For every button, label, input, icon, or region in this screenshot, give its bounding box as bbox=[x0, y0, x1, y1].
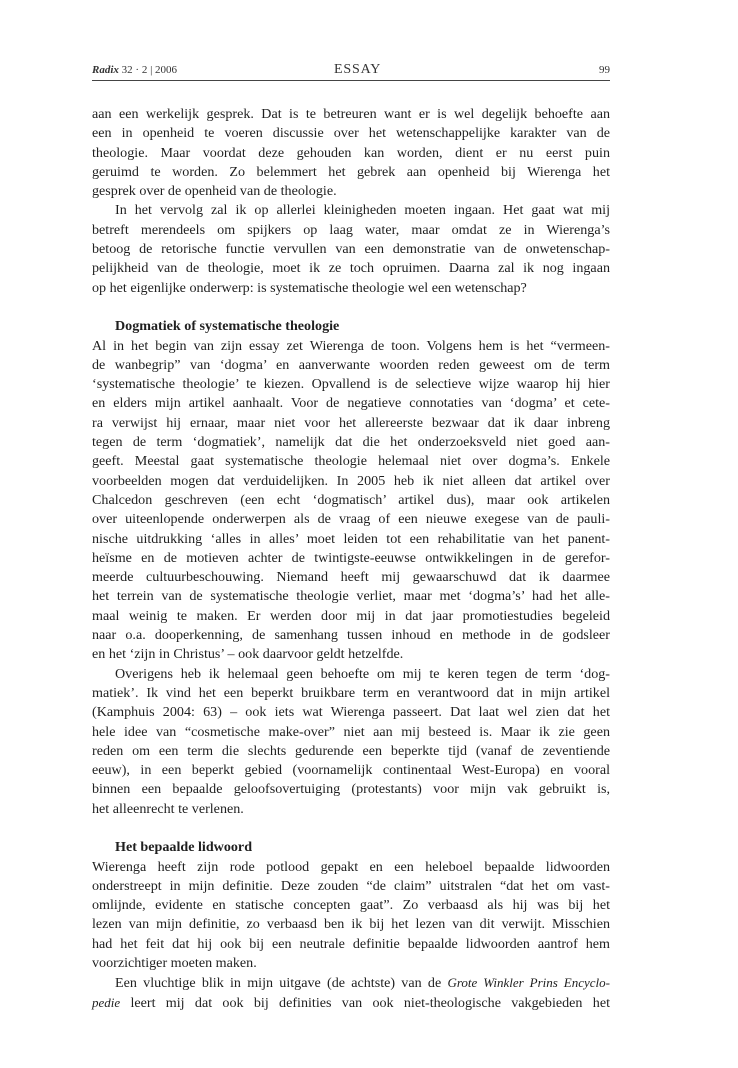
text-line: matiek’. Ik vind het een beperkt bruikbare term en verantwoord dat in mijn artikel bbox=[92, 684, 610, 701]
text-line: heïsme en de motieven achter de twintigste-eeuwse ontwikkelingen in de gerefor- bbox=[92, 549, 610, 566]
text-line: maal weinig te maken. Er werden door mij in dat jaar promotiestudies begeleid bbox=[92, 607, 610, 624]
text-line: binnen een bepaalde geloofsovertuiging (protestants) voor mijn vak gebruikt is, bbox=[92, 781, 610, 798]
text-line: omlijnde, evidente en statische concepten gaat”. Zo verbaasd als hij was bij het bbox=[92, 897, 610, 914]
text-line: betoog de retorische functie vervullen van een demonstratie van de onwetenschap- bbox=[92, 241, 610, 258]
paragraph-gap bbox=[92, 298, 610, 317]
issue-info: 32 · 2 | 2006 bbox=[121, 64, 178, 76]
text-line: reden om een term die slechts gedurende een beperkte tijd (vanaf de zeventiende bbox=[92, 742, 610, 759]
header-rule bbox=[92, 80, 610, 81]
text-line: betreft merendeels om spijkers op laag water, maar omdat ze in Wierenga’s bbox=[92, 221, 610, 238]
running-header bbox=[92, 62, 610, 80]
paragraph-first-line: In het vervolg zal ik op allerlei kleinigheden moeten ingaan. Het gaat wat mij bbox=[115, 202, 610, 219]
section-heading: Dogmatiek of systematische theologie bbox=[115, 318, 340, 335]
book-title: Grote Winkler Prins Encyclo- bbox=[447, 975, 610, 991]
text-line: voorbeelden mogen dat verduidelijken. In 2005 heb ik niet alleen dat artikel over bbox=[92, 472, 610, 489]
text-line: geruimd te worden. Zo belemmert het gebrek aan openheid bij Wierenga het bbox=[92, 163, 610, 180]
text-line: ‘systematische theologie’ te kiezen. Opvallend is de selectieve wijze waarop hij hier bbox=[92, 376, 610, 393]
text-line: naar o.a. dooperkenning, de samenhang tussen inhoud en methode in de godsleer bbox=[92, 627, 610, 644]
text-line: theologie. Maar voordat deze gehouden kan worden, dient er nu eerst puin bbox=[92, 144, 610, 161]
text-line: een in openheid te voeren discussie over het wetenschappelijke karakter van de bbox=[92, 125, 610, 142]
text-line: pelijkheid van de theologie, moet ik ze toch opruimen. Daarna zal ik nog ingaan bbox=[92, 260, 610, 277]
text-line: voorzichtiger moeten maken. bbox=[92, 955, 257, 972]
journal-name: Radix bbox=[92, 64, 119, 76]
text-line: aan een werkelijk gesprek. Dat is te betreuren want er is wel degelijk behoefte aan bbox=[92, 106, 610, 122]
paragraph-first-line: Overigens heb ik helemaal geen behoefte om mij te keren tegen de term ‘dog- bbox=[115, 665, 610, 682]
text-line bbox=[92, 973, 610, 992]
text-line: Al in het begin van zijn essay zet Wierenga de toon. Volgens hem is het “vermeen- bbox=[92, 337, 610, 354]
text-line bbox=[92, 993, 610, 1012]
text-line: Wierenga heeft zijn rode potlood gepakt en een heleboel bepaalde lidwoorden bbox=[92, 858, 610, 875]
text-line: tegen de term ‘dogmatiek’, namelijk dat die het onderzoeksveld niet goed aan- bbox=[92, 434, 610, 451]
text-line: Chalcedon geschreven (een echt ‘dogmatisch’ artikel dus), maar ook artikelen bbox=[92, 491, 610, 508]
text-line: onderstreept in mijn definitie. Deze zouden “de claim” uitstralen “dat het om vast- bbox=[92, 877, 610, 894]
text-line: en elders mijn artikel aanhaalt. Voor de negatieve connotaties van ‘dogma’ et cete- bbox=[92, 395, 610, 412]
text-segment: leert mij dat ook bij definities van ook niet-theologische vakgebieden het bbox=[120, 994, 610, 1011]
text-line: op het eigenlijke onderwerp: is systematische theologie wel een wetenschap? bbox=[92, 279, 527, 296]
text-line: gesprek over de openheid van de theologie. bbox=[92, 183, 337, 200]
text-line: hele idee van “cosmetische make-over” niet aan mij besteed is. Maar ik zie geen bbox=[92, 723, 610, 740]
text-line: (Kamphuis 2004: 63) – ook iets wat Wierenga passeert. Dat laat wel zien dat het bbox=[92, 704, 610, 721]
text-line: over uiteenlopende onderwerpen als de vraag of een nieuwe exegese van de pauli- bbox=[92, 511, 610, 528]
article-body bbox=[92, 105, 610, 1012]
text-line: ra verwijst hij ernaar, maar niet voor het allereerste bezwaar dat ik daar inbreng bbox=[92, 414, 610, 431]
journal-citation bbox=[92, 64, 177, 76]
text-line: en het ‘zijn in Christus’ – ook daarvoor geldt hetzelfde. bbox=[92, 646, 404, 663]
text-line: lezen van mijn definitie, zo verbaasd ben ik bij het lezen van dit verwijt. Misschien bbox=[92, 916, 610, 933]
section-heading: Het bepaalde lidwoord bbox=[115, 839, 253, 856]
text-line: meerde cultuurbeschouwing. Niemand heeft mij gewaarschuwd dat ik daarmee bbox=[92, 569, 610, 586]
text-line: eeuw), in een beperkt gebied (voornamelijk continentaal West-Europa) en vooral bbox=[92, 762, 610, 779]
text-line: het alleenrecht te verlenen. bbox=[92, 800, 244, 817]
paragraph-gap bbox=[92, 819, 610, 838]
text-line: geeft. Meestal gaat systematische theologie helemaal niet over dogma’s. Enkele bbox=[92, 453, 610, 470]
text-line: de wanbegrip” van ‘dogma’ en aanverwante woorden reden geweest om de term bbox=[92, 356, 610, 373]
text-line: het terrein van de systematische theologie verliet, maar met ‘dogma’s’ had het alle- bbox=[92, 588, 610, 605]
book-title: pedie bbox=[92, 994, 121, 1010]
text-line: nische uitdrukking ‘alles in alles’ moet leiden tot een rehabilitatie van het panent- bbox=[92, 530, 610, 547]
text-line: had het feit dat hij ook bij een neutrale definitie bepaalde lidwoorden aantrof hem bbox=[92, 935, 610, 952]
text-segment: Een vluchtige blik in mijn uitgave (de achtste) van de bbox=[115, 975, 448, 992]
page-number: 99 bbox=[599, 64, 610, 76]
section-title: ESSAY bbox=[334, 62, 382, 77]
